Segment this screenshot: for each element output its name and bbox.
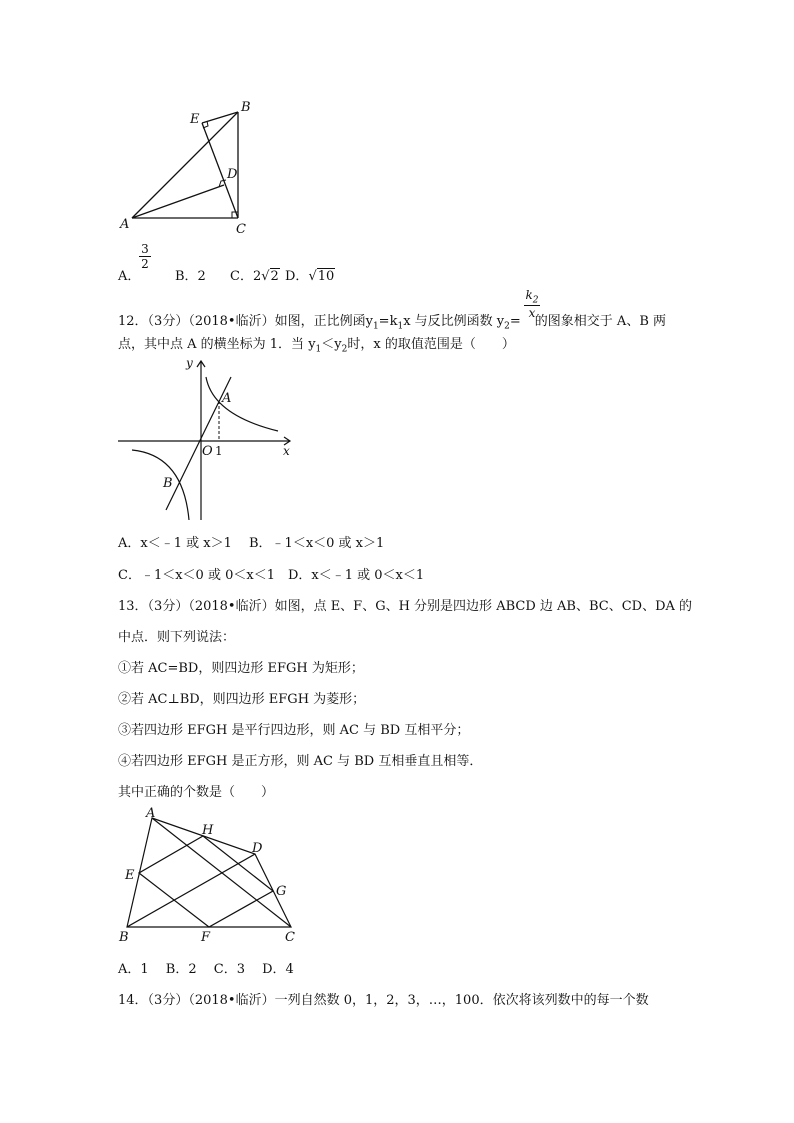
q14-line1: 14．（3分）（2018•临沂）一列自然数 0，1，2，3，…，100．依次将该列数中的每一个数 — [118, 993, 649, 1008]
q11-frac-num: 3 — [141, 242, 149, 256]
q13-statement-4: ④若四边形 EFGH 是正方形，则 AC 与 BD 互相垂直且相等． — [118, 754, 483, 769]
q12-label-o: O — [202, 444, 213, 459]
q13-statement-2: ②若 AC⊥BD，则四边形 EFGH 为菱形； — [118, 692, 366, 707]
q11-label-e: E — [190, 112, 200, 127]
q12-line2-pre: 点，其中点 A 的横坐标为 1．当 y — [118, 337, 316, 352]
q11-option-c — [230, 265, 280, 284]
q12-line2-sub2: 2 — [341, 344, 348, 355]
q13-quadrilateral-figure — [115, 805, 305, 945]
q11-option-c-label: C．2 — [230, 269, 262, 284]
q11-option-d — [285, 265, 335, 284]
q11-label-d: D — [227, 167, 238, 182]
q12-mid: 与反比例函数 — [410, 314, 497, 329]
q13-statement-1: ①若 AC=BD，则四边形 EFGH 为矩形； — [118, 661, 364, 676]
q11-option-c-radical: √ — [261, 269, 270, 284]
q12-label-a: A — [222, 391, 232, 406]
q12-fraction-k2-over-x — [524, 288, 540, 320]
q12-frac-den: x — [524, 305, 540, 320]
q12-k1-sub: 1 — [397, 321, 404, 332]
q11-triangle-figure — [110, 95, 270, 240]
q13-label-h: H — [202, 823, 214, 838]
q13-line1: 13．（3分）（2018•临沂）如图，点 E、F、G、H 分别是四边形 ABCD 边 AB、BC、CD、DA 的 — [118, 599, 693, 614]
q12-line1-post: 的图象相交于 A、B 两 — [534, 314, 667, 329]
q12-label-y: y — [186, 356, 193, 370]
q12-x1: x — [403, 314, 411, 329]
q12-label-one: 1 — [215, 444, 223, 458]
q13-label-d: D — [252, 841, 263, 856]
q12-line2-post: 时，x 的取值范围是（ ） — [347, 337, 515, 352]
q11-option-d-radical: √ — [308, 269, 317, 284]
q13-question: 其中正确的个数是（ ） — [118, 785, 275, 800]
q12-frac-num — [524, 288, 540, 305]
q13-label-a: A — [146, 806, 156, 821]
q12-label-b: B — [163, 476, 173, 491]
q11-frac-den: 2 — [139, 256, 151, 271]
q11-option-d-radicand: 10 — [317, 269, 335, 284]
q13-label-g: G — [276, 884, 287, 899]
q11-option-c-radicand: 2 — [270, 269, 279, 284]
q13-label-b: B — [119, 930, 129, 945]
q12-line2-sub1: 1 — [315, 344, 322, 355]
q11-option-b: B．2 — [175, 269, 206, 284]
q12-line2 — [118, 333, 515, 355]
q11-option-a-label: A． — [118, 269, 141, 284]
q11-label-b: B — [241, 100, 251, 115]
q12-k2: k — [525, 288, 533, 302]
q13-line2: 中点．则下列说法： — [118, 630, 236, 645]
q13-label-c: C — [285, 930, 295, 945]
q12-k2-sub: 2 — [532, 295, 539, 306]
q12-options-row1: A．x＜﹣1 或 x＞1 B．﹣1＜x＜0 或 x＞1 — [118, 536, 385, 551]
q12-y1-sub: 1 — [372, 321, 379, 332]
q11-option-d-label: D． — [285, 269, 309, 284]
q12-eq2: = — [509, 314, 521, 329]
q11-label-a: A — [120, 217, 130, 232]
q13-label-e: E — [125, 868, 135, 883]
q12-y1: y — [365, 314, 373, 329]
q11-label-c: C — [236, 222, 246, 237]
q13-label-f: F — [201, 930, 211, 945]
q12-line2-lt: ＜y — [321, 337, 342, 352]
q12-y2-sub: 2 — [504, 321, 510, 332]
q12-line1 — [118, 310, 666, 332]
q12-options-row2: C．﹣1＜x＜0 或 0＜x＜1 D．x＜﹣1 或 0＜x＜1 — [118, 568, 425, 583]
q12-eq1: =k — [378, 314, 398, 329]
q12-label-x: x — [283, 444, 290, 458]
q12-function-graph — [118, 355, 303, 525]
q13-statement-3: ③若四边形 EFGH 是平行四边形，则 AC 与 BD 互相平分； — [118, 723, 470, 738]
q11-option-a-fraction — [139, 242, 151, 271]
q12-y2: y — [496, 314, 505, 329]
q13-options: A．1 B．2 C．3 D．4 — [118, 962, 294, 977]
q12-line1-pre: 12．（3分）（2018•临沂）如图，正比例函 — [118, 314, 366, 329]
